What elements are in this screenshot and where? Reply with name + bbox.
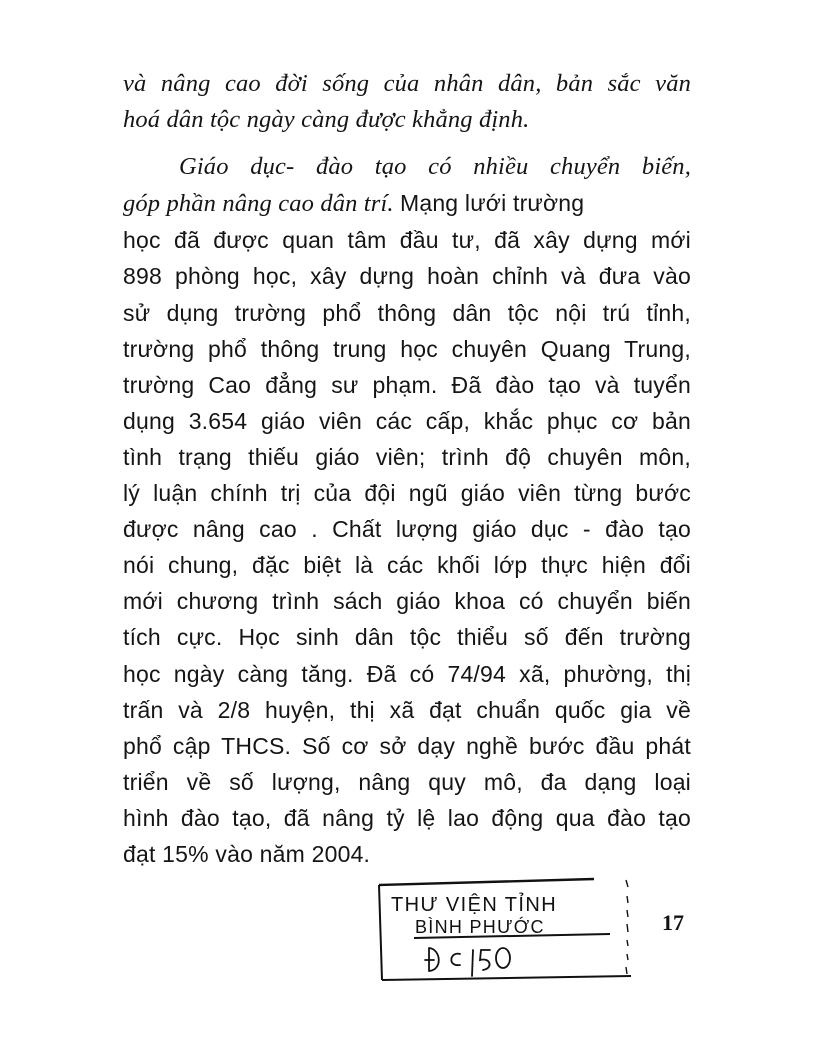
text-line: được nâng cao . Chất lượng giáo dục - đào tạo: [123, 516, 691, 543]
body-text: [123, 66, 691, 872]
text-line: 898 phòng học, xây dựng hoàn chỉnh và đưa vào: [123, 263, 691, 290]
italic-phrase: góp phần nâng cao dân trí.: [123, 190, 394, 218]
library-stamp: [371, 872, 631, 984]
text-line: lý luận chính trị của đội ngũ giáo viên từng bước: [123, 480, 691, 507]
text-line: trường phổ thông trung học chuyên Quang Trung,: [123, 335, 691, 362]
library-stamp-graphic: [371, 872, 631, 984]
paragraph-2: [123, 149, 691, 872]
text-line: hình đào tạo, đã nâng tỷ lệ lao động qua đào tạo: [123, 804, 691, 831]
text-line: học ngày càng tăng. Đã có 74/94 xã, phường, thị: [123, 660, 691, 687]
text-line: học đã được quan tâm đầu tư, đã xây dựng mới: [123, 227, 691, 254]
stamp-library-title: THƯ VIỆN TỈNH: [391, 894, 558, 916]
text-line: hoá dân tộc ngày càng được khẳng định.: [123, 106, 530, 134]
text-line: dụng 3.654 giáo viên các cấp, khắc phục cơ bản: [123, 407, 691, 434]
text-line: trấn và 2/8 huyện, thị xã đạt chuẩn quốc gia về: [123, 696, 691, 723]
text-line: đạt 15% vào năm 2004.: [123, 840, 371, 867]
text-line: trường Cao đẳng sư phạm. Đã đào tạo và tuyển: [123, 371, 691, 398]
text-line: nói chung, đặc biệt là các khối lớp thực hiện đổi: [123, 552, 691, 579]
text-line: mới chương trình sách giáo khoa có chuyển biến: [123, 588, 691, 615]
mixed-line: [123, 185, 691, 222]
text-phrase: Mạng lưới trường: [399, 190, 585, 217]
text-line: và nâng cao đời sống của nhân dân, bản sắc văn: [123, 70, 691, 97]
text-line: phổ cập THCS. Số cơ sở dạy nghề bước đầu phát: [123, 732, 691, 759]
text-line: tích cực. Học sinh dân tộc thiểu số đến trường: [123, 624, 691, 651]
page-number: 17: [662, 910, 684, 935]
text-line: sử dụng trường phổ thông dân tộc nội trú tỉnh,: [123, 299, 691, 326]
paragraph-1: [123, 66, 691, 138]
text-line: Giáo dục- đào tạo có nhiều chuyển biến,: [179, 153, 691, 181]
text-line: triển về số lượng, nâng quy mô, đa dạng loại: [123, 768, 691, 795]
stamp-location: BÌNH PHƯỚC: [415, 917, 545, 937]
text-line: tình trạng thiếu giáo viên; trình độ chuyên môn,: [123, 443, 691, 470]
